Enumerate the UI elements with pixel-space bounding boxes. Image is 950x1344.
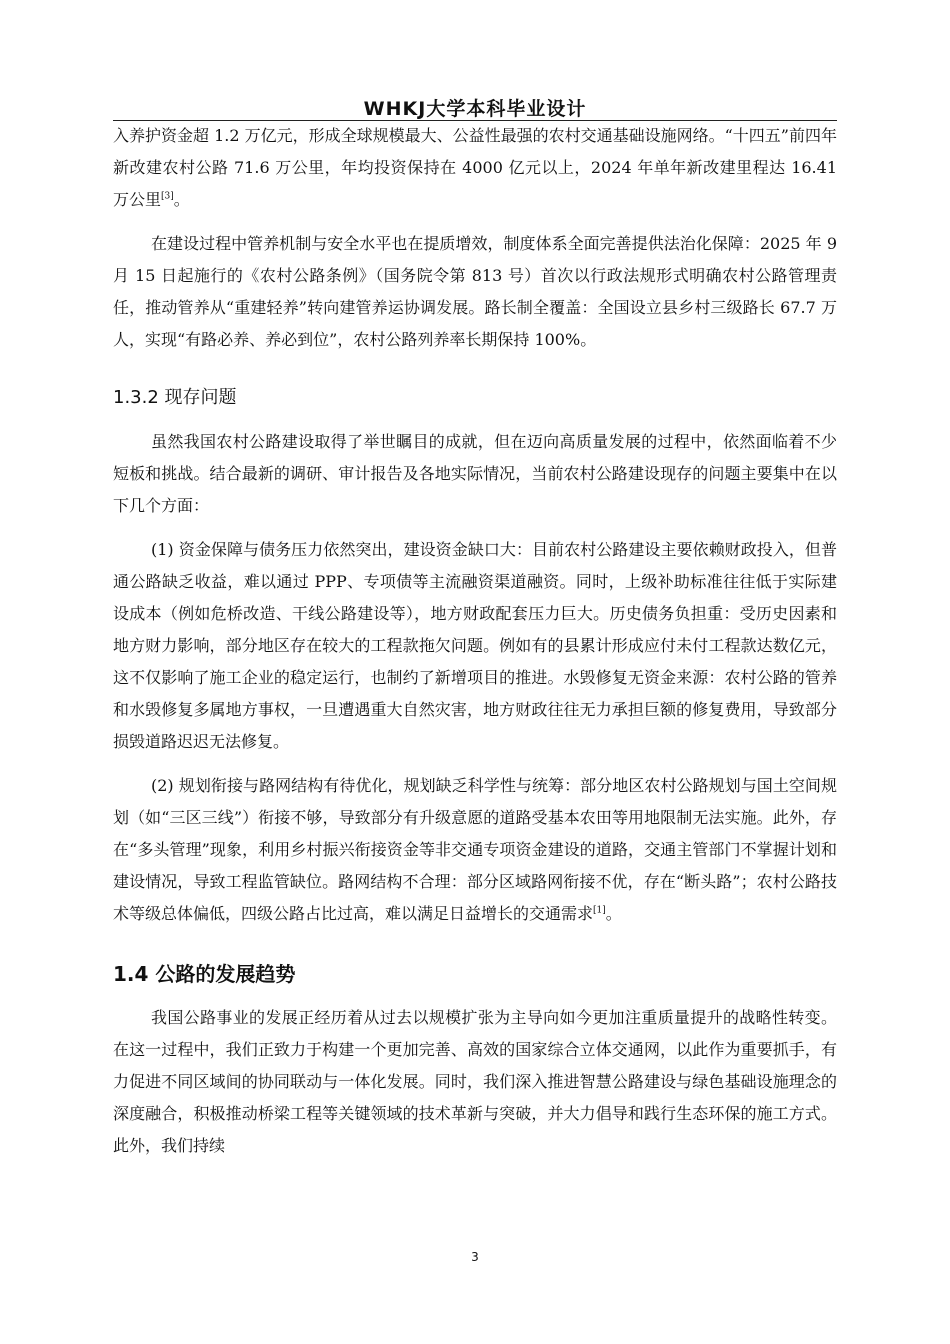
- section-heading-1-3-2: 1.3.2 现存问题: [113, 387, 237, 408]
- paragraph: 我国公路事业的发展正经历着从过去以规模扩张为主导向如今更加注重质量提升的战略性转变。在这一过程中，我们正致力于构建一个更加完善、高效的国家综合立体交通网，以此作为重要抓手，有力促进不同区域间的协同联动与一体化发展。同时，我们深入推进智慧公路建设与绿色基础设施理念的深度融合，积极推动桥梁工程等关键领域的技术革新与突破，并大力倡导和践行生态环保的施工方式。此外，我们持续: [113, 1008, 837, 1155]
- paragraph-text: (2) 规划衔接与路网结构有待优化，规划缺乏科学性与统筹：部分地区农村公路规划与国土空间规划（如“三区三线”）衔接不够，导致部分有升级意愿的道路受基本农田等用地限制无法实施。此外，存在“多头管理”现象，利用乡村振兴衔接资金等非交通专项资金建设的道路，交通主管部门不掌握计划和建设情况，导致工程监管缺位。路网结构不合理：部分区域路网衔接不优，存在“断头路”；农村公路技术等级总体偏低，四级公路占比过高，难以满足日益增长的交通需求: [113, 776, 837, 923]
- paragraph: 在建设过程中管养机制与安全水平也在提质增效，制度体系全面完善提供法治化保障：2025 年 9 月 15 日起施行的《农村公路条例》（国务院令第 813 号）首次以行政法规形式明确农村公路管理责任，推动管养从“重建轻养”转向建管养运协调发展。路长制全覆盖：全国设立县乡村三级路长 67.7 万人，实现“有路必养、养必到位”，农村公路列养率长期保持 100%。: [113, 234, 837, 349]
- paragraph: (1) 资金保障与债务压力依然突出，建设资金缺口大：目前农村公路建设主要依赖财政投入，但普通公路缺乏收益，难以通过 PPP、专项债等主流融资渠道融资。同时，上级补助标准往往低于实际建设成本（例如危桥改造、干线公路建设等），地方财政配套压力巨大。历史债务负担重：受历史因素和地方财力影响，部分地区存在较大的工程款拖欠问题。例如有的县累计形成应付未付工程款达数亿元，这不仅影响了施工企业的稳定运行，也制约了新增项目的推进。水毁修复无资金来源：农村公路的管养和水毁修复多属地方事权，一旦遭遇重大自然灾害，地方财政往往无力承担巨额的修复费用，导致部分损毁道路迟迟无法修复。: [113, 540, 837, 751]
- paragraph: [113, 120, 837, 216]
- page-header: WHKJ大学本科毕业设计: [363, 98, 587, 120]
- paragraph-text: 。: [605, 904, 622, 923]
- citation: [3]: [161, 191, 174, 202]
- paragraph-text: 入养护资金超 1.2 万亿元，形成全球规模最大、公益性最强的农村交通基础设施网络。“十四五”前四年新改建农村公路 71.6 万公里，年均投资保持在 4000 亿元以上，2024 年单年新改建里程达 16.41 万公里: [113, 126, 837, 209]
- document-body: [113, 120, 837, 1162]
- paragraph-text: 。: [173, 190, 190, 209]
- paragraph: [113, 770, 837, 930]
- citation: [1]: [593, 905, 606, 916]
- paragraph: 虽然我国农村公路建设取得了举世瞩目的成就，但在迈向高质量发展的过程中，依然面临着不少短板和挑战。结合最新的调研、审计报告及各地实际情况，当前农村公路建设现存的问题主要集中在以下几个方面：: [113, 432, 837, 515]
- page-number: 3: [471, 1250, 479, 1264]
- section-heading-1-4: 1.4 公路的发展趋势: [113, 962, 296, 986]
